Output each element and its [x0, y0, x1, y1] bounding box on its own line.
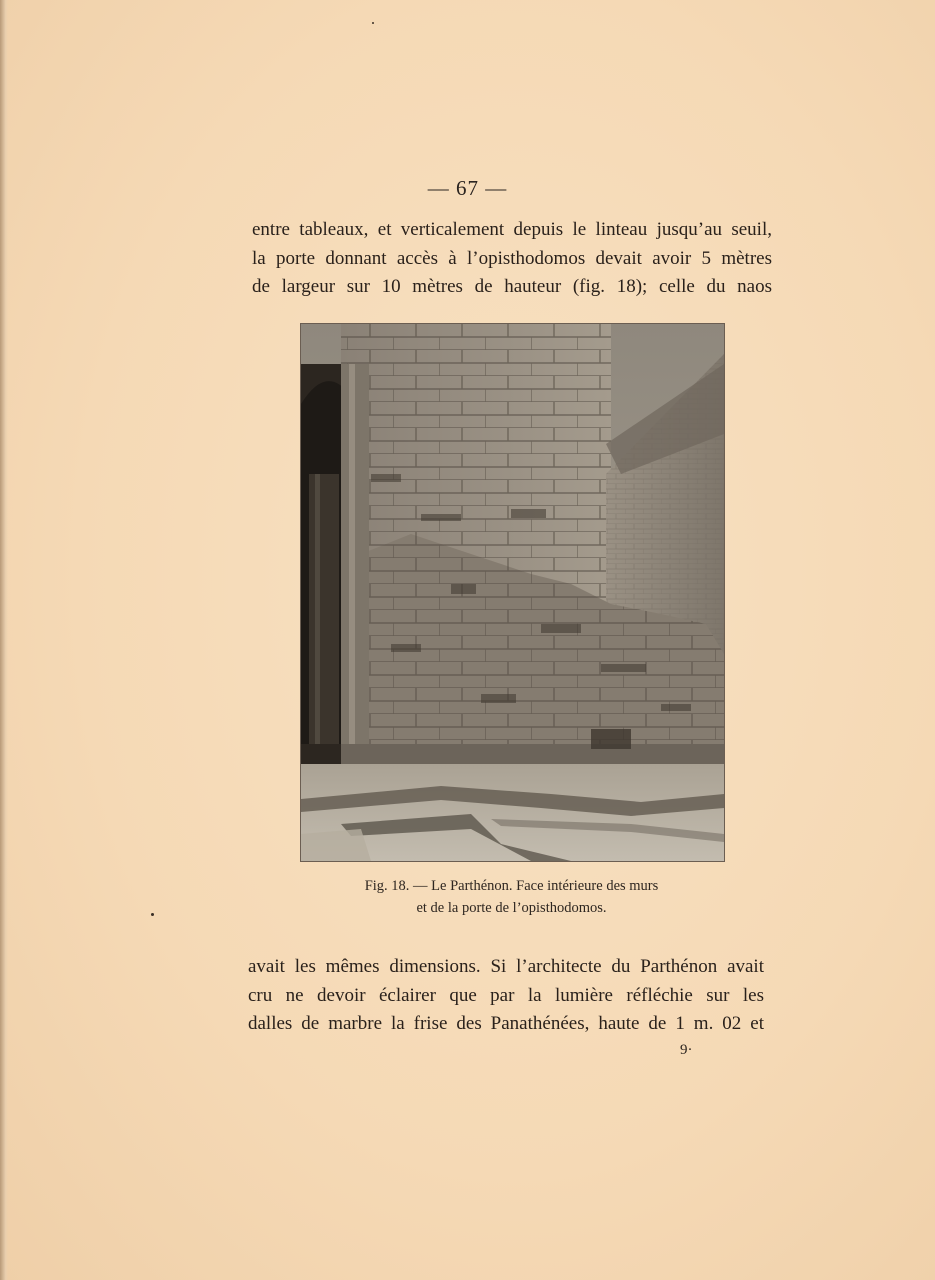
- caption-line: et de la porte de l’opisthodomos.: [416, 900, 607, 916]
- paragraph-top: [252, 216, 772, 302]
- page-number: — 67 —: [427, 176, 508, 200]
- paper-speck: [151, 913, 154, 916]
- text-line: de largeur sur 10 mètres de hauteur (fig. 18); celle du naos: [252, 276, 772, 297]
- text-line: entre tableaux, et verticalement depuis le linteau jusqu’au seuil,: [252, 219, 772, 240]
- parthenon-wall-photo: [301, 324, 724, 861]
- figure-caption: [300, 875, 723, 919]
- paper-speck: [372, 22, 374, 24]
- figure-photograph: [300, 323, 725, 862]
- text-line: dalles de marbre la frise des Panathénées, haute de 1 m. 02 et: [248, 1013, 764, 1034]
- text-line: cru ne devoir éclairer que par la lumière réfléchie sur les: [248, 984, 764, 1006]
- text-line: avait les mêmes dimensions. Si l’architecte du Parthénon avait: [248, 956, 764, 977]
- caption-line: Fig. 18. — Le Parthénon. Face intérieure des murs: [364, 878, 659, 894]
- signature-mark: 9·: [680, 1042, 693, 1058]
- text-line: la porte donnant accès à l’opisthodomos devait avoir 5 mètres: [252, 247, 772, 269]
- paragraph-bottom: [248, 953, 764, 1039]
